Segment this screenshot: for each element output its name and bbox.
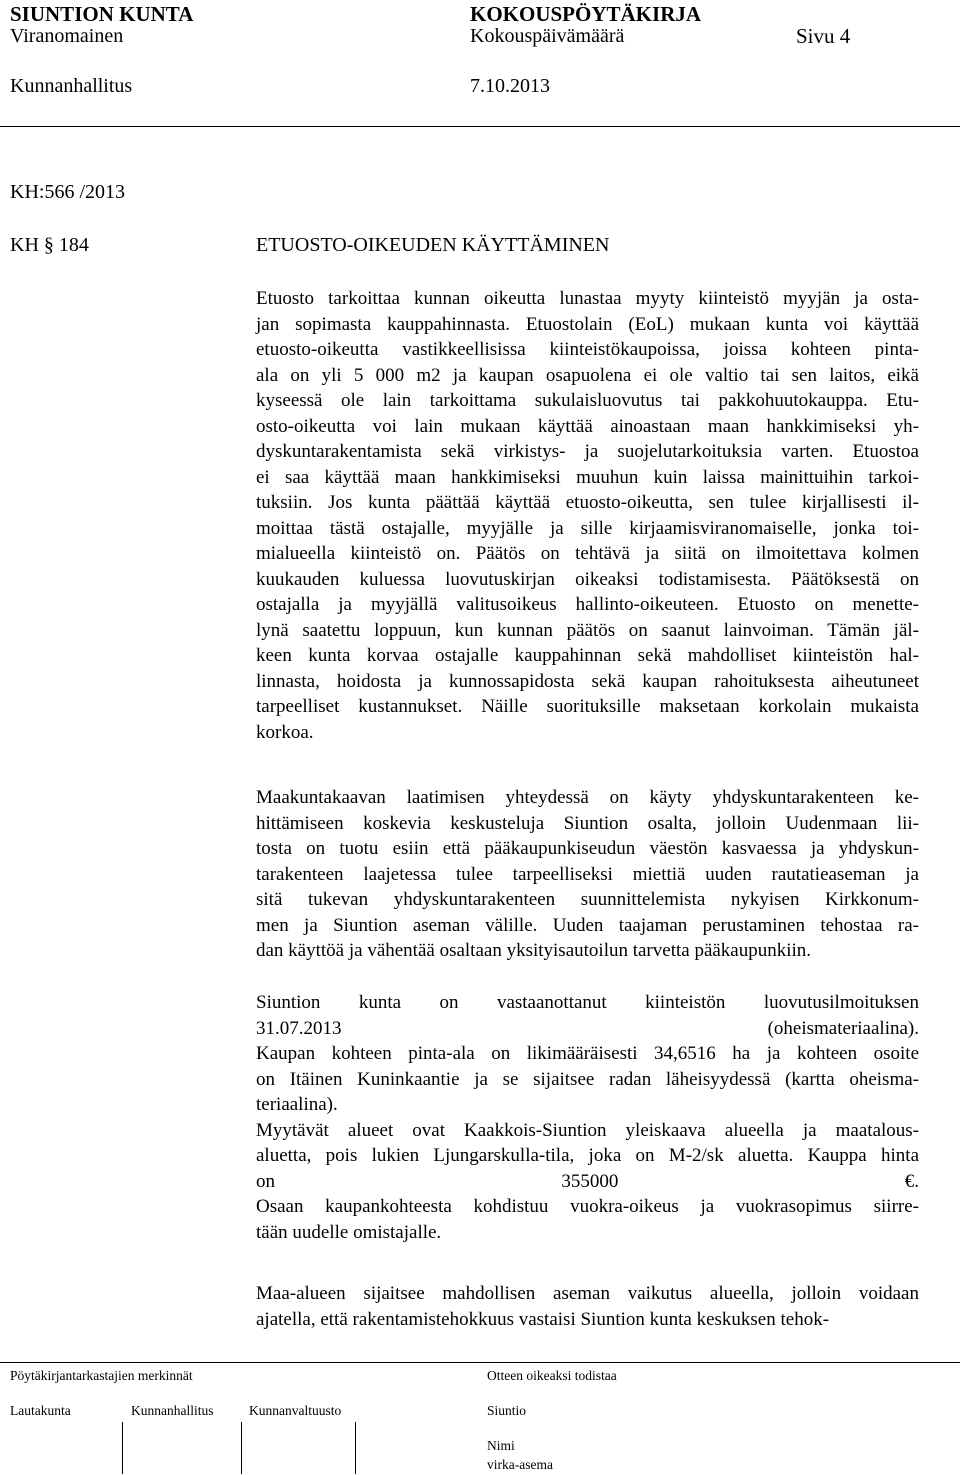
paragraph-line: teriaalina). (256, 1094, 338, 1115)
reviewers-marks-label: Pöytäkirjantarkastajien merkinnät (10, 1368, 193, 1383)
paragraph-line: 31.07.2013 (oheismateriaalina). (256, 1017, 919, 1039)
paragraph-line: keen kunta korvaa ostajalle kauppahinnan sekä mahdolliset kiinteistön hal- (256, 645, 919, 666)
paragraph-line: mialueella kiinteistö on. Päätös on tehtävä ja siitä on ilmoitettava kolmen (256, 543, 919, 564)
paragraph-line: dan käyttöä ja vähentää osaltaan yksityisautoilun tarvetta pääkaupunkiin. (256, 940, 812, 961)
paragraph-line: Siuntion kunta on vastaanottanut kiinteistön luovutusilmoituksen (256, 992, 919, 1013)
paragraph-line: on Itäinen Kuninkaantie ja se sijaitsee radan läheisyydessä (kartta oheisma- (256, 1068, 919, 1090)
paragraph-line: Maakuntakaavan laatimisen yhteydessä on käyty yhdyskuntarakenteen ke- (256, 787, 919, 808)
paragraph-line: linnasta, hoidosta ja kunnossapidosta sekä kaupan rahoituksesta aiheutuneet (256, 670, 919, 692)
paragraph-line: ajatella, että rakentamistehokkuus vastaisi Siuntion kunta keskuksen tehok- (256, 1308, 830, 1330)
authority-name: Kunnanhallitus (10, 75, 133, 97)
page-number: Sivu 4 (796, 24, 851, 48)
paragraph-line: ei saa käyttää maan hankkimiseksi muuhun kuin laissa mainittuihin tarkoi- (256, 466, 919, 488)
position-label: virka-asema (487, 1457, 553, 1472)
paragraph-line: moittaa tästä ostajalle, myyjälle ja sille kirjaamisviranomaiselle, jonka toi- (256, 517, 919, 539)
paragraph-line: lynä saatettu loppuun, kun kunnan päätös on saanut lainvoiman. Tämän jäl- (256, 619, 919, 641)
meeting-date-label: Kokouspäivämäärä (470, 25, 625, 47)
paragraph-right-of-first-refusal (256, 286, 919, 745)
paragraph-line: tarpeelliset kustannukset. Näille suorituksille maksetaan korkolain mukaista (256, 696, 919, 717)
organization-name: SIUNTION KUNTA (10, 2, 194, 26)
paragraph-line: hittämiseen koskevia keskusteluja Siuntion osalta, jolloin Uudenmaan lii- (256, 812, 919, 834)
footer-divider-2 (241, 1422, 242, 1474)
footer-body-lautakunta: Lautakunta (10, 1403, 71, 1418)
paragraph-line: men ja Siuntion aseman välille. Uuden taajaman perustaminen tehostaa ra- (256, 914, 919, 936)
footer-divider-1 (122, 1422, 123, 1474)
paragraph-line: Osaan kaupankohteesta kohdistuu vuokra-oikeus ja vuokrasopimus siirre- (256, 1196, 919, 1217)
paragraph-line: jan sopimasta kauppahinnasta. Etuostolain (EoL) mukaan kunta voi käyttää (256, 313, 919, 335)
place-name: Siuntio (487, 1403, 527, 1418)
case-title: ETUOSTO-OIKEUDEN KÄYTTÄMINEN (256, 234, 610, 256)
section-number: KH § 184 (10, 234, 89, 256)
authority-label: Viranomainen (10, 25, 124, 47)
paragraph-station-area (256, 1281, 919, 1332)
paragraph-line: ala on yli 5 000 m2 ja kaupan osapuolena ei ole valtio tai sen laitos, eikä (256, 364, 919, 386)
footer-divider-3 (355, 1422, 356, 1474)
paragraph-line: Maa-alueen sijaitsee mahdollisen aseman vaikutus alueella, jolloin voidaan (256, 1283, 919, 1304)
paragraph-line: etuosto-oikeutta vastikkeellisissa kiinteistökaupoissa, joissa kohteen pinta- (256, 339, 919, 360)
paragraph-line: Myytävät alueet ovat Kaakkois-Siuntion yleiskaava alueella ja maatalous- (256, 1119, 919, 1141)
case-number: KH:566 /2013 (10, 181, 125, 203)
paragraph-line: ostajalla ja myyjällä valitusoikeus hallinto-oikeuteen. Etuosto on menette- (256, 594, 919, 615)
footer-rule (0, 1362, 960, 1363)
paragraph-line: Kaupan kohteen pinta-ala on likimääräisesti 34,6516 ha ja kohteen osoite (256, 1043, 919, 1064)
certified-copy-label: Otteen oikeaksi todistaa (487, 1368, 617, 1383)
paragraph-line: sitä tukevan yhdyskuntarakenteen suunnittelemista nykyisen Kirkkonum- (256, 889, 919, 910)
footer-body-kunnanvaltuusto: Kunnanvaltuusto (249, 1403, 342, 1418)
header-rule (0, 126, 960, 127)
paragraph-line: korkoa. (256, 721, 314, 743)
paragraph-line: dyskuntarakentamista sekä virkistys- ja suojelutarkoituksia varten. Etuostoa (256, 441, 919, 462)
paragraph-line: tuksiin. Jos kunta päättää käyttää etuosto-oikeutta, sen tulee kirjallisesti il- (256, 492, 919, 513)
paragraph-regional-plan (256, 785, 919, 964)
paragraph-line: osto-oikeutta voi lain mukaan käyttää ainoastaan maan hankkimiseksi yh- (256, 415, 919, 437)
name-label: Nimi (487, 1438, 515, 1453)
paragraph-line: kyseessä ole lain tarkoittama sukulaisluovutus tai pakkohuutokauppa. Etu- (256, 390, 919, 411)
paragraph-line: Etuosto tarkoittaa kunnan oikeutta lunastaa myyty kiinteistö myyjän ja osta- (256, 288, 919, 309)
paragraph-line: kuukauden kuluessa luovutuskirjan oikeaksi todistamisesta. Päätöksestä on (256, 568, 919, 590)
paragraph-property-sale (256, 990, 919, 1245)
paragraph-line: tarakenteen laajetessa tulee tarpeelliseksi miettiä uuden rautatieaseman ja (256, 863, 919, 885)
meeting-date: 7.10.2013 (470, 75, 550, 97)
paragraph-line: aluetta, pois lukien Ljungarskulla-tila, joka on M-2/sk aluetta. Kauppa hinta (256, 1145, 919, 1166)
paragraph-line: tään uudelle omistajalle. (256, 1221, 442, 1243)
paragraph-line: tosta on tuotu esiin että pääkaupunkiseudun väestön kasvaessa ja yhdyskun- (256, 838, 919, 859)
paragraph-line: on 355000 €. (256, 1170, 919, 1192)
document-type: KOKOUSPÖYTÄKIRJA (470, 2, 702, 26)
footer-body-kunnanhallitus: Kunnanhallitus (131, 1403, 214, 1418)
